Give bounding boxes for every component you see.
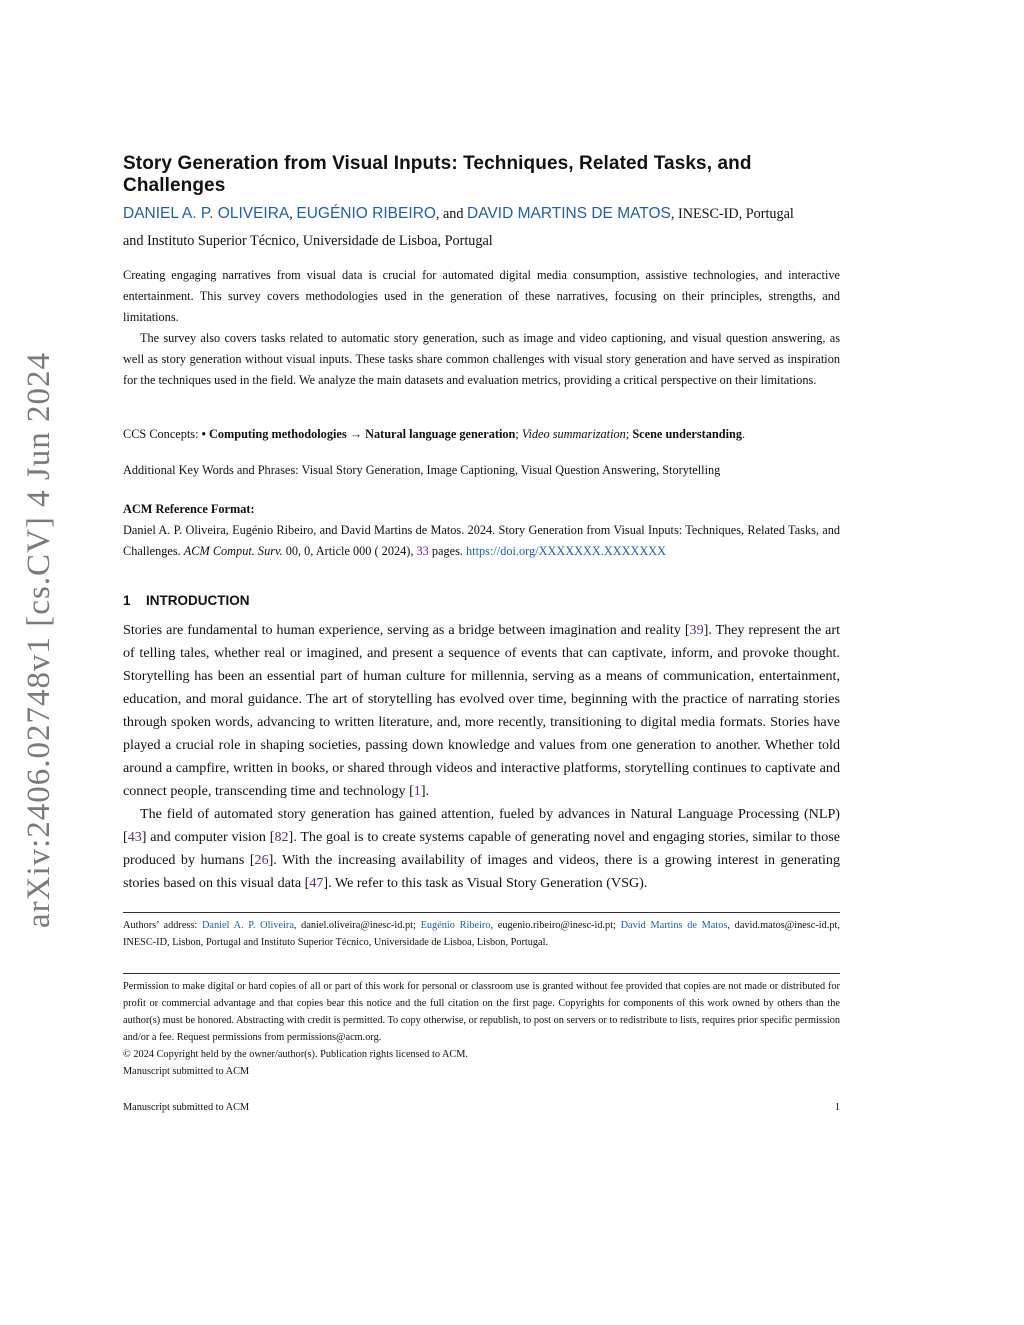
body-paragraph [123,619,840,803]
body-text: ]. They represent the art of telling tales, whether real or imagined, and present a sequence of events that can captivate, inform, and provoke thought. Storytelling has been an essential part of human culture for millennia, serving as a means of communication, entertainment, education, and moral guidance. The art of storytelling has evolved over time, beginning with the practice of narrating stories through spoken words, advancing to written literature, and, more recently, transitioning to digital media formats. Stories have played a crucial role in shaping societies, passing down knowledge and values from one generation to another. Whether told around a campfire, written in books, or shared through videos and interactive platforms, storytelling continues to captivate and connect people, transcending time and technology [ [123,622,841,799]
ccs-separator: ; [515,427,522,441]
ccs-separator: ; [625,427,633,441]
author-link-matos[interactable]: DAVID MARTINS DE MATOS [467,205,671,222]
acm-reference-text: pages. [428,544,467,558]
body-text: ]. With the increasing availability of images and videos, there is a growing interest in generating stories based on this visual data [ [123,852,840,891]
authors-address-footnote [123,917,840,951]
author-link-oliveira[interactable]: Daniel A. P. Oliveira [202,920,294,931]
ccs-concepts [123,426,840,443]
citation-link[interactable]: 1 [413,783,421,799]
body-text: ]. We refer to this task as Visual Story Generation (VSG). [323,875,648,891]
permission-text: Permission to make digital or hard copies of all or part of this work for personal or classroom use is granted without fee provided that copies are not made or distributed for profit or commercial advantage and that copies bear this notice and the full citation on the first page. Copyrights for components of this work owned by others than the author(s) must be honored. Abstracting with credit is permitted. To copy otherwise, or republish, to post on servers or to redistribute to lists, requires prior specific permission and/or a fee. Request permissions from permissions@acm.org. [123,981,840,1043]
acm-reference-text: 00, 0, Article 000 ( 2024), [282,544,417,558]
ccs-concept: Scene understanding [632,427,742,441]
body-text: ] and computer vision [ [141,829,275,845]
arxiv-identifier: arXiv:2406.02748v1 [cs.CV] 4 Jun 2024 [21,352,57,928]
author-block [123,200,840,255]
footer-left: Manuscript submitted to ACM [123,1102,250,1113]
ccs-label: CCS Concepts: [123,427,202,441]
keywords: Additional Key Words and Phrases: Visual Story Generation, Image Captioning, Visual Question Answering, Storytelling [123,463,721,477]
manuscript-note: Manuscript submitted to ACM [123,1066,250,1077]
copyright-line: © 2024 Copyright held by the owner/author(s). Publication rights licensed to ACM. [123,1049,469,1060]
permission-notice [123,978,840,1080]
acm-reference-text: Daniel A. P. Oliveira, Eugénio Ribeiro, and David Martins de Matos. 2024. Story Generation from Visual Inputs: Techniques, Related Tasks, and Challenges. [123,523,840,558]
section-title: INTRODUCTION [146,593,250,608]
body-text: The field of automated story generation has gained attention, fueled by advances in Natural Language Processing (NLP) [ [123,806,840,845]
section-number: 1 [123,593,131,608]
abstract-paragraph: The survey also covers tasks related to automatic story generation, such as image and video captioning, and visual question answering, as well as story generation without visual inputs. These tasks share common challenges with visual story generation and have served as inspiration for the techniques used in the field. We analyze the main datasets and evaluation metrics, providing a critical perspective on their limitations. [123,331,840,387]
citation-link[interactable]: 47 [309,875,324,891]
introduction-body [123,619,840,895]
ccs-end: . [741,427,746,441]
author-separator: , [289,206,297,222]
acm-reference-format [123,499,840,562]
abstract-paragraph: Creating engaging narratives from visual data is crucial for automated digital media consumption, assistive technologies, and interactive entertainment. This survey covers methodologies used in the generation of these narratives, focusing on their principles, strengths, and limitations. [123,268,840,324]
footnote-divider [123,912,840,913]
section-heading [123,593,840,608]
author-separator: , and [435,206,468,222]
journal-name: ACM Comput. Surv. [183,544,283,558]
author-link-matos[interactable]: David Martins de Matos [620,920,728,931]
footnote-text: , daniel.oliveira@inesc-id.pt; [293,920,421,931]
abstract [123,265,840,391]
doi-link[interactable]: https://doi.org/XXXXXXX.XXXXXXX [466,544,666,558]
footnote-label: Authors’ address: [123,920,202,931]
body-text: Stories are fundamental to human experience, serving as a bridge between imagination and reality [ [123,622,690,638]
body-text: ]. The goal is to create systems capable of generating novel and engaging stories, similar to those produced by humans [ [123,829,840,868]
author-link-ribeiro[interactable]: EUGÉNIO RIBEIRO [296,205,436,222]
footnote-text: , eugenio.ribeiro@inesc-id.pt; [490,920,621,931]
footnote-text: , david.matos@inesc-id.pt, INESC-ID, Lisbon, Portugal and Instituto Superior Técnico, Universidade de Lisboa, Lisbon, Portugal. [123,920,840,948]
affiliation: , INESC-ID, Portugal [670,206,794,222]
permission-divider [123,973,840,974]
page-number: 1 [834,1102,840,1113]
ccs-concept: Video summarization [521,427,626,441]
citation-link[interactable]: 82 [274,829,289,845]
ccs-primary-concept: • Computing methodologies → Natural language generation [201,427,516,441]
citation-link[interactable]: 43 [127,829,142,845]
body-text: ]. [420,783,430,799]
page-count-link[interactable]: 33 [416,544,429,558]
paper-title: Story Generation from Visual Inputs: Techniques, Related Tasks, and Challenges [123,153,752,196]
citation-link[interactable]: 26 [254,852,269,868]
citation-link[interactable]: 39 [689,622,704,638]
author-link-ribeiro[interactable]: Eugénio Ribeiro [420,920,491,931]
page-footer [123,1101,840,1115]
acm-reference-label: ACM Reference Format: [123,502,255,516]
body-paragraph [123,803,840,895]
author-link-oliveira[interactable]: DANIEL A. P. OLIVEIRA [123,205,290,222]
affiliation-continued: and Instituto Superior Técnico, Universidade de Lisboa, Portugal [123,233,493,249]
